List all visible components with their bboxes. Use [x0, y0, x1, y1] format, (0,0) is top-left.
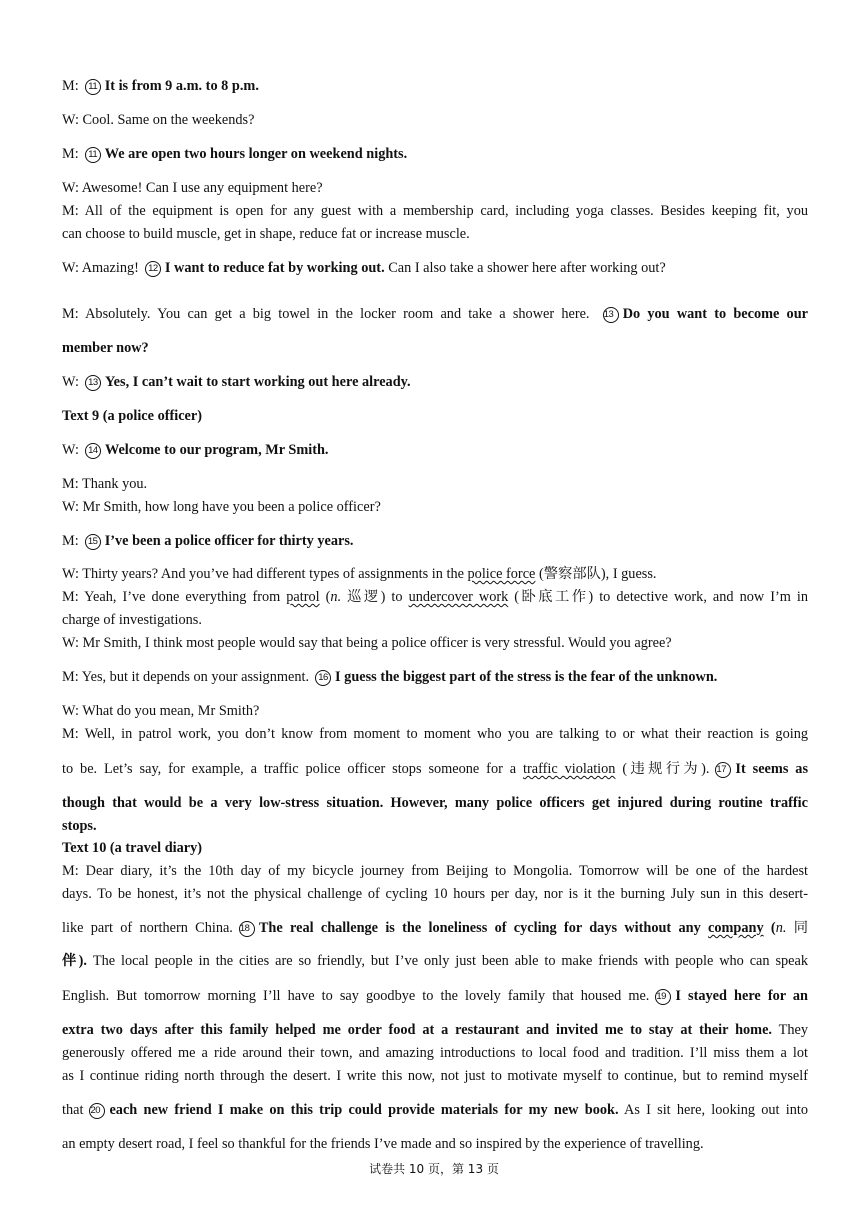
dialogue-text: M: Thank you. [62, 476, 148, 492]
text-line [62, 1135, 808, 1153]
speaker-label: W: [62, 374, 79, 390]
vocab-term: police force [467, 566, 536, 582]
dialogue-text: charge of investigations. [62, 612, 202, 628]
page-footer: 试卷共 10 页，第 13 页 [369, 1162, 499, 1176]
diary-text: English. But tomorrow morning I’ll have to say goodbye to the lovely family that housed me. [62, 988, 650, 1004]
dialogue-text: M: Yes, but it depends on your assignment. [62, 669, 310, 685]
text-line [62, 202, 808, 220]
speaker-label: M: [62, 146, 79, 162]
question-number-badge: 19 [655, 989, 671, 1005]
speaker-label: M: [62, 78, 79, 94]
question-number-badge: 12 [145, 261, 161, 277]
dialogue-text: M: Absolutely. You can get a big towel in the locker room and take a shower here. [62, 306, 590, 322]
dialogue-text: W: Awesome! Can I use any equipment here? [62, 180, 323, 196]
dialogue-text: to be. Let’s say, for example, a traffic police officer stops someone for a [62, 761, 524, 777]
text-line [62, 565, 808, 583]
answer-text: Welcome to our program, Mr Smith. [104, 442, 329, 458]
answer-text: each new friend I make on this trip could provide materials for my new book. [109, 1102, 619, 1118]
answer-text: extra two days after this family helped me order food at a restaurant and invited me to stay at their home. [62, 1022, 773, 1038]
text-line [62, 987, 808, 1005]
speaker-label: W: [62, 442, 79, 458]
answer-text: Do you want to become our [622, 306, 809, 322]
question-number-badge: 14 [85, 443, 101, 459]
diary-text: M: Dear diary, it’s the 10th day of my bicycle journey from Beijing to Mongolia. Tomorrow will be one of the hardest [62, 863, 808, 879]
diary-text: as I continue riding north through the desert. I write this now, not just to motivate myself to continue, but to remind myself [62, 1068, 808, 1084]
answer-text: I want to reduce fat by working out. [164, 260, 385, 276]
dialogue-text: Can I also take a shower here after working out? [384, 260, 666, 276]
question-number-badge: 15 [85, 534, 101, 550]
text-line [62, 1021, 808, 1039]
text-line [62, 885, 808, 903]
dialogue-text: can choose to build muscle, get in shape, reduce fat or increase muscle. [62, 226, 470, 242]
text-line [62, 634, 808, 652]
question-number-badge: 11 [85, 147, 101, 163]
text-line [62, 145, 808, 163]
part-of-speech: n. [775, 920, 787, 936]
text-line [62, 407, 808, 425]
diary-text: 同 [786, 920, 809, 936]
text-line [62, 441, 808, 459]
dialogue-text: W: Cool. Same on the weekends? [62, 112, 255, 128]
part-of-speech: n. [330, 589, 342, 605]
vocab-term: company [708, 920, 764, 936]
diary-text: generously offered me a ride around their town, and amazing introductions to local food and tradition. I’ll miss them a lot [62, 1045, 808, 1061]
text-line [62, 725, 808, 743]
answer-text: The real challenge is the loneliness of cycling for days without any [258, 920, 709, 936]
section-heading: Text 9 (a police officer) [62, 408, 203, 424]
text-line [62, 702, 808, 720]
vocab-term: undercover work [408, 589, 509, 605]
text-line [62, 339, 808, 357]
dialogue-text: (警察部队), I guess. [535, 566, 657, 582]
answer-text: We are open two hours longer on weekend nights. [104, 146, 408, 162]
dialogue-text: W: What do you mean, Mr Smith? [62, 703, 260, 719]
vocab-term: patrol [286, 589, 320, 605]
answer-text: 伴). [62, 953, 87, 969]
text-line [62, 952, 808, 970]
diary-text: like part of northern China. [62, 920, 233, 936]
answer-text: stops. [62, 818, 97, 834]
speaker-label: M: [62, 533, 79, 549]
answer-text: ( [763, 920, 776, 936]
text-line [62, 225, 808, 243]
text-line [62, 1044, 808, 1062]
text-line [62, 532, 808, 550]
answer-text: Yes, I can’t wait to start working out here already. [104, 374, 411, 390]
dialogue-text: (违规行为). [615, 761, 710, 777]
text-line [62, 760, 808, 778]
dialogue-text: ( [319, 589, 331, 605]
text-line [62, 588, 808, 606]
question-number-badge: 16 [315, 670, 331, 686]
diary-text: The local people in the cities are so friendly, but I’ve only just been able to make friends with people who can speak [86, 953, 808, 969]
diary-text: They [772, 1022, 808, 1038]
text-line [62, 111, 808, 129]
text-line [62, 794, 808, 812]
diary-text: days. To be honest, it’s not the physical challenge of cycling 10 hours per day, nor is it the burning July sun in this desert- [62, 886, 808, 902]
text-line [62, 611, 808, 629]
answer-text: It seems as [735, 761, 809, 777]
text-line [62, 919, 808, 937]
question-number-badge: 20 [89, 1103, 105, 1119]
dialogue-text: W: Thirty years? And you’ve had different types of assignments in the [62, 566, 468, 582]
question-number-badge: 11 [85, 79, 101, 95]
text-line [62, 862, 808, 880]
dialogue-text: W: Mr Smith, how long have you been a police officer? [62, 499, 381, 515]
text-line [62, 259, 808, 277]
question-number-badge: 18 [239, 921, 255, 937]
dialogue-text: 巡逻) to [341, 589, 409, 605]
text-line [62, 839, 808, 857]
text-line [62, 668, 808, 686]
diary-text: As I sit here, looking out into [618, 1102, 808, 1118]
text-line [62, 1067, 808, 1085]
dialogue-text: M: Yeah, I’ve done everything from [62, 589, 287, 605]
speaker-label: W: Amazing! [62, 260, 139, 276]
question-number-badge: 13 [603, 307, 619, 323]
answer-text: though that would be a very low-stress situation. However, many police officers get injured during routine traffic [62, 795, 808, 811]
answer-text: I guess the biggest part of the stress is the fear of the unknown. [335, 669, 718, 685]
answer-text: I’ve been a police officer for thirty years. [104, 533, 354, 549]
section-heading: Text 10 (a travel diary) [62, 840, 203, 856]
question-number-badge: 17 [715, 762, 731, 778]
dialogue-text: M: Well, in patrol work, you don’t know from moment to moment who you are talking to or what their reaction is going [62, 726, 808, 742]
answer-text: I stayed here for an [675, 988, 809, 1004]
question-number-badge: 13 [85, 375, 101, 391]
answer-text: member now? [62, 340, 149, 356]
text-line [62, 498, 808, 516]
text-line [62, 373, 808, 391]
vocab-term: traffic violation [523, 761, 616, 777]
text-line [62, 475, 808, 493]
diary-text: that [62, 1102, 84, 1118]
text-line [62, 817, 808, 835]
text-line [62, 77, 808, 95]
dialogue-text: W: Mr Smith, I think most people would say that being a police officer is very stressful. Would you agree? [62, 635, 672, 651]
text-line [62, 179, 808, 197]
dialogue-text: (卧底工作) to detective work, and now I’m in [508, 589, 808, 605]
text-line [62, 1101, 808, 1119]
answer-text: It is from 9 a.m. to 8 p.m. [104, 78, 259, 94]
dialogue-text: M: All of the equipment is open for any guest with a membership card, including yoga classes. Besides keeping fit, you [62, 203, 808, 219]
diary-text: an empty desert road, I feel so thankful for the friends I’ve made and so inspired by the experience of travelling. [62, 1136, 704, 1152]
text-line [62, 305, 808, 323]
